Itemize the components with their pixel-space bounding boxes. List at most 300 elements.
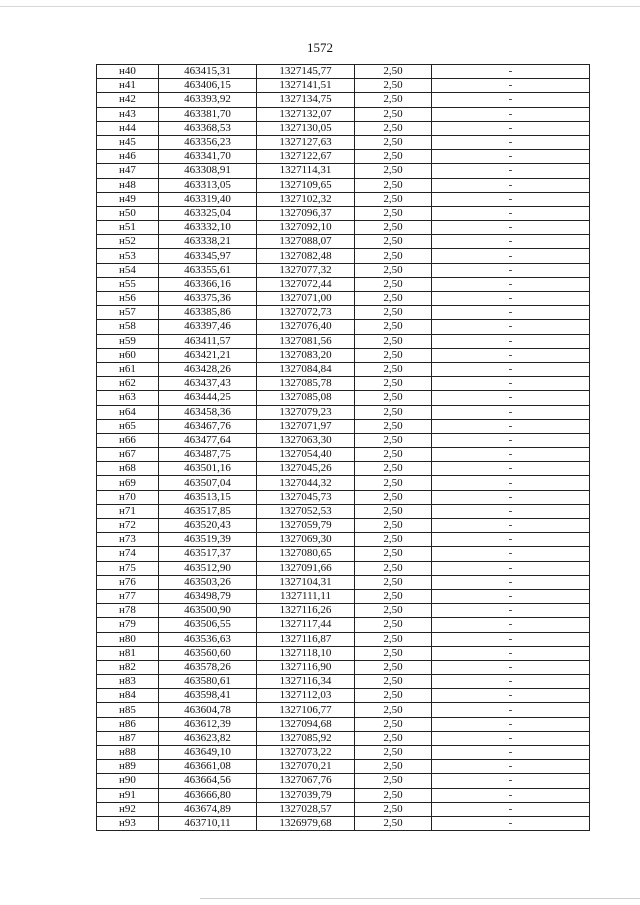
- value-cell: 2,50: [355, 419, 432, 433]
- point-cell: н78: [97, 604, 159, 618]
- table-row: [97, 561, 590, 575]
- point-cell: н57: [97, 306, 159, 320]
- table-row: [97, 405, 590, 419]
- y-coordinate-cell: 1327081,56: [257, 334, 355, 348]
- value-cell: 2,50: [355, 263, 432, 277]
- x-coordinate-cell: 463428,26: [159, 362, 257, 376]
- x-coordinate-cell: 463415,31: [159, 65, 257, 79]
- point-cell: н52: [97, 235, 159, 249]
- value-cell: 2,50: [355, 547, 432, 561]
- y-coordinate-cell: 1327072,44: [257, 277, 355, 291]
- note-cell: -: [432, 362, 590, 376]
- y-coordinate-cell: 1326979,68: [257, 816, 355, 830]
- x-coordinate-cell: 463375,36: [159, 292, 257, 306]
- y-coordinate-cell: 1327063,30: [257, 433, 355, 447]
- y-coordinate-cell: 1327085,78: [257, 377, 355, 391]
- y-coordinate-cell: 1327117,44: [257, 618, 355, 632]
- table-row: [97, 391, 590, 405]
- y-coordinate-cell: 1327084,84: [257, 362, 355, 376]
- note-cell: -: [432, 448, 590, 462]
- x-coordinate-cell: 463332,10: [159, 221, 257, 235]
- table-row: [97, 206, 590, 220]
- note-cell: -: [432, 206, 590, 220]
- note-cell: -: [432, 221, 590, 235]
- value-cell: 2,50: [355, 348, 432, 362]
- point-cell: н44: [97, 121, 159, 135]
- note-cell: -: [432, 178, 590, 192]
- value-cell: 2,50: [355, 561, 432, 575]
- table-row: [97, 93, 590, 107]
- point-cell: н61: [97, 362, 159, 376]
- note-cell: -: [432, 717, 590, 731]
- point-cell: н62: [97, 377, 159, 391]
- value-cell: 2,50: [355, 476, 432, 490]
- value-cell: 2,50: [355, 533, 432, 547]
- point-cell: н72: [97, 519, 159, 533]
- point-cell: н71: [97, 504, 159, 518]
- point-cell: н64: [97, 405, 159, 419]
- note-cell: -: [432, 802, 590, 816]
- note-cell: -: [432, 689, 590, 703]
- value-cell: 2,50: [355, 618, 432, 632]
- table-row: [97, 263, 590, 277]
- note-cell: -: [432, 476, 590, 490]
- x-coordinate-cell: 463368,53: [159, 121, 257, 135]
- x-coordinate-cell: 463458,36: [159, 405, 257, 419]
- x-coordinate-cell: 463325,04: [159, 206, 257, 220]
- note-cell: -: [432, 490, 590, 504]
- value-cell: 2,50: [355, 135, 432, 149]
- note-cell: -: [432, 235, 590, 249]
- table-row: [97, 462, 590, 476]
- y-coordinate-cell: 1327092,10: [257, 221, 355, 235]
- note-cell: -: [432, 164, 590, 178]
- x-coordinate-cell: 463560,60: [159, 646, 257, 660]
- point-cell: н48: [97, 178, 159, 192]
- note-cell: -: [432, 533, 590, 547]
- value-cell: 2,50: [355, 377, 432, 391]
- y-coordinate-cell: 1327111,11: [257, 589, 355, 603]
- point-cell: н42: [97, 93, 159, 107]
- x-coordinate-cell: 463649,10: [159, 746, 257, 760]
- note-cell: -: [432, 249, 590, 263]
- x-coordinate-cell: 463578,26: [159, 660, 257, 674]
- point-cell: н88: [97, 746, 159, 760]
- table-row: [97, 618, 590, 632]
- point-cell: н53: [97, 249, 159, 263]
- point-cell: н56: [97, 292, 159, 306]
- note-cell: -: [432, 121, 590, 135]
- y-coordinate-cell: 1327044,32: [257, 476, 355, 490]
- x-coordinate-cell: 463661,08: [159, 760, 257, 774]
- table-row: [97, 192, 590, 206]
- x-coordinate-cell: 463506,55: [159, 618, 257, 632]
- value-cell: 2,50: [355, 178, 432, 192]
- y-coordinate-cell: 1327096,37: [257, 206, 355, 220]
- value-cell: 2,50: [355, 646, 432, 660]
- note-cell: -: [432, 589, 590, 603]
- x-coordinate-cell: 463338,21: [159, 235, 257, 249]
- value-cell: 2,50: [355, 277, 432, 291]
- value-cell: 2,50: [355, 802, 432, 816]
- y-coordinate-cell: 1327052,53: [257, 504, 355, 518]
- x-coordinate-cell: 463355,61: [159, 263, 257, 277]
- point-cell: н93: [97, 816, 159, 830]
- table-row: [97, 660, 590, 674]
- y-coordinate-cell: 1327091,66: [257, 561, 355, 575]
- table-row: [97, 490, 590, 504]
- value-cell: 2,50: [355, 632, 432, 646]
- note-cell: -: [432, 462, 590, 476]
- table-row: [97, 774, 590, 788]
- y-coordinate-cell: 1327045,26: [257, 462, 355, 476]
- value-cell: 2,50: [355, 306, 432, 320]
- point-cell: н68: [97, 462, 159, 476]
- point-cell: н40: [97, 65, 159, 79]
- note-cell: -: [432, 561, 590, 575]
- value-cell: 2,50: [355, 703, 432, 717]
- y-coordinate-cell: 1327079,23: [257, 405, 355, 419]
- value-cell: 2,50: [355, 504, 432, 518]
- table-row: [97, 717, 590, 731]
- point-cell: н45: [97, 135, 159, 149]
- x-coordinate-cell: 463356,23: [159, 135, 257, 149]
- table-row: [97, 348, 590, 362]
- y-coordinate-cell: 1327071,00: [257, 292, 355, 306]
- table-row: [97, 703, 590, 717]
- note-cell: -: [432, 632, 590, 646]
- x-coordinate-cell: 463437,43: [159, 377, 257, 391]
- point-cell: н67: [97, 448, 159, 462]
- note-cell: -: [432, 788, 590, 802]
- y-coordinate-cell: 1327132,07: [257, 107, 355, 121]
- x-coordinate-cell: 463366,16: [159, 277, 257, 291]
- y-coordinate-cell: 1327082,48: [257, 249, 355, 263]
- x-coordinate-cell: 463517,85: [159, 504, 257, 518]
- table-row: [97, 589, 590, 603]
- value-cell: 2,50: [355, 604, 432, 618]
- x-coordinate-cell: 463604,78: [159, 703, 257, 717]
- table-row: [97, 277, 590, 291]
- value-cell: 2,50: [355, 689, 432, 703]
- table-row: [97, 689, 590, 703]
- note-cell: -: [432, 348, 590, 362]
- value-cell: 2,50: [355, 575, 432, 589]
- point-cell: н50: [97, 206, 159, 220]
- page-number: 1572: [307, 40, 333, 55]
- point-cell: н43: [97, 107, 159, 121]
- value-cell: 2,50: [355, 164, 432, 178]
- note-cell: -: [432, 618, 590, 632]
- note-cell: -: [432, 433, 590, 447]
- note-cell: -: [432, 150, 590, 164]
- y-coordinate-cell: 1327070,21: [257, 760, 355, 774]
- point-cell: н60: [97, 348, 159, 362]
- x-coordinate-cell: 463500,90: [159, 604, 257, 618]
- table-row: [97, 604, 590, 618]
- y-coordinate-cell: 1327134,75: [257, 93, 355, 107]
- y-coordinate-cell: 1327077,32: [257, 263, 355, 277]
- table-row: [97, 788, 590, 802]
- value-cell: 2,50: [355, 235, 432, 249]
- table-row: [97, 178, 590, 192]
- table-row: [97, 731, 590, 745]
- value-cell: 2,50: [355, 79, 432, 93]
- point-cell: н76: [97, 575, 159, 589]
- value-cell: 2,50: [355, 589, 432, 603]
- y-coordinate-cell: 1327114,31: [257, 164, 355, 178]
- table-row: [97, 362, 590, 376]
- x-coordinate-cell: 463536,63: [159, 632, 257, 646]
- x-coordinate-cell: 463345,97: [159, 249, 257, 263]
- x-coordinate-cell: 463498,79: [159, 589, 257, 603]
- x-coordinate-cell: 463397,46: [159, 320, 257, 334]
- table-row: [97, 221, 590, 235]
- point-cell: н69: [97, 476, 159, 490]
- note-cell: -: [432, 107, 590, 121]
- value-cell: 2,50: [355, 93, 432, 107]
- note-cell: -: [432, 263, 590, 277]
- table-row: [97, 646, 590, 660]
- x-coordinate-cell: 463598,41: [159, 689, 257, 703]
- x-coordinate-cell: 463313,05: [159, 178, 257, 192]
- value-cell: 2,50: [355, 391, 432, 405]
- table-row: [97, 419, 590, 433]
- value-cell: 2,50: [355, 816, 432, 830]
- x-coordinate-cell: 463666,80: [159, 788, 257, 802]
- x-coordinate-cell: 463517,37: [159, 547, 257, 561]
- value-cell: 2,50: [355, 788, 432, 802]
- table-row: [97, 802, 590, 816]
- table-row: [97, 816, 590, 830]
- value-cell: 2,50: [355, 760, 432, 774]
- note-cell: -: [432, 604, 590, 618]
- point-cell: н55: [97, 277, 159, 291]
- table-row: [97, 65, 590, 79]
- table-row: [97, 320, 590, 334]
- value-cell: 2,50: [355, 362, 432, 376]
- note-cell: -: [432, 660, 590, 674]
- y-coordinate-cell: 1327116,90: [257, 660, 355, 674]
- y-coordinate-cell: 1327116,26: [257, 604, 355, 618]
- y-coordinate-cell: 1327094,68: [257, 717, 355, 731]
- note-cell: -: [432, 377, 590, 391]
- point-cell: н46: [97, 150, 159, 164]
- point-cell: н87: [97, 731, 159, 745]
- value-cell: 2,50: [355, 65, 432, 79]
- y-coordinate-cell: 1327109,65: [257, 178, 355, 192]
- note-cell: -: [432, 746, 590, 760]
- point-cell: н92: [97, 802, 159, 816]
- x-coordinate-cell: 463674,89: [159, 802, 257, 816]
- x-coordinate-cell: 463664,56: [159, 774, 257, 788]
- point-cell: н74: [97, 547, 159, 561]
- y-coordinate-cell: 1327102,32: [257, 192, 355, 206]
- note-cell: -: [432, 703, 590, 717]
- note-cell: -: [432, 192, 590, 206]
- note-cell: -: [432, 504, 590, 518]
- x-coordinate-cell: 463444,25: [159, 391, 257, 405]
- value-cell: 2,50: [355, 746, 432, 760]
- value-cell: 2,50: [355, 334, 432, 348]
- table-row: [97, 504, 590, 518]
- point-cell: н70: [97, 490, 159, 504]
- x-coordinate-cell: 463501,16: [159, 462, 257, 476]
- y-coordinate-cell: 1327130,05: [257, 121, 355, 135]
- value-cell: 2,50: [355, 731, 432, 745]
- y-coordinate-cell: 1327028,57: [257, 802, 355, 816]
- x-coordinate-cell: 463710,11: [159, 816, 257, 830]
- y-coordinate-cell: 1327071,97: [257, 419, 355, 433]
- y-coordinate-cell: 1327073,22: [257, 746, 355, 760]
- point-cell: н77: [97, 589, 159, 603]
- x-coordinate-cell: 463580,61: [159, 675, 257, 689]
- point-cell: н84: [97, 689, 159, 703]
- x-coordinate-cell: 463477,64: [159, 433, 257, 447]
- table-row: [97, 760, 590, 774]
- table-row: [97, 746, 590, 760]
- note-cell: -: [432, 320, 590, 334]
- table-row: [97, 135, 590, 149]
- value-cell: 2,50: [355, 675, 432, 689]
- x-coordinate-cell: 463385,86: [159, 306, 257, 320]
- x-coordinate-cell: 463421,21: [159, 348, 257, 362]
- x-coordinate-cell: 463519,39: [159, 533, 257, 547]
- point-cell: н83: [97, 675, 159, 689]
- table-row: [97, 476, 590, 490]
- y-coordinate-cell: 1327085,08: [257, 391, 355, 405]
- value-cell: 2,50: [355, 433, 432, 447]
- table-row: [97, 448, 590, 462]
- y-coordinate-cell: 1327122,67: [257, 150, 355, 164]
- point-cell: н85: [97, 703, 159, 717]
- table-row: [97, 79, 590, 93]
- y-coordinate-cell: 1327039,79: [257, 788, 355, 802]
- value-cell: 2,50: [355, 462, 432, 476]
- table-row: [97, 519, 590, 533]
- y-coordinate-cell: 1327076,40: [257, 320, 355, 334]
- point-cell: н86: [97, 717, 159, 731]
- value-cell: 2,50: [355, 192, 432, 206]
- x-coordinate-cell: 463520,43: [159, 519, 257, 533]
- bottom-divider: [200, 898, 640, 899]
- note-cell: -: [432, 547, 590, 561]
- point-cell: н73: [97, 533, 159, 547]
- note-cell: -: [432, 774, 590, 788]
- top-divider: [0, 6, 640, 7]
- value-cell: 2,50: [355, 519, 432, 533]
- y-coordinate-cell: 1327141,51: [257, 79, 355, 93]
- point-cell: н41: [97, 79, 159, 93]
- note-cell: -: [432, 519, 590, 533]
- y-coordinate-cell: 1327072,73: [257, 306, 355, 320]
- point-cell: н82: [97, 660, 159, 674]
- value-cell: 2,50: [355, 490, 432, 504]
- note-cell: -: [432, 135, 590, 149]
- point-cell: н66: [97, 433, 159, 447]
- value-cell: 2,50: [355, 121, 432, 135]
- note-cell: -: [432, 65, 590, 79]
- x-coordinate-cell: 463512,90: [159, 561, 257, 575]
- point-cell: н51: [97, 221, 159, 235]
- y-coordinate-cell: 1327112,03: [257, 689, 355, 703]
- table-row: [97, 249, 590, 263]
- table-row: [97, 675, 590, 689]
- point-cell: н59: [97, 334, 159, 348]
- point-cell: н81: [97, 646, 159, 660]
- table-row: [97, 107, 590, 121]
- value-cell: 2,50: [355, 320, 432, 334]
- note-cell: -: [432, 675, 590, 689]
- x-coordinate-cell: 463406,15: [159, 79, 257, 93]
- note-cell: -: [432, 575, 590, 589]
- value-cell: 2,50: [355, 660, 432, 674]
- x-coordinate-cell: 463487,75: [159, 448, 257, 462]
- y-coordinate-cell: 1327085,92: [257, 731, 355, 745]
- coordinates-table: [96, 64, 590, 831]
- value-cell: 2,50: [355, 448, 432, 462]
- table-row: [97, 433, 590, 447]
- table-row: [97, 150, 590, 164]
- x-coordinate-cell: 463612,39: [159, 717, 257, 731]
- y-coordinate-cell: 1327067,76: [257, 774, 355, 788]
- y-coordinate-cell: 1327145,77: [257, 65, 355, 79]
- point-cell: н90: [97, 774, 159, 788]
- table-row: [97, 164, 590, 178]
- y-coordinate-cell: 1327069,30: [257, 533, 355, 547]
- note-cell: -: [432, 79, 590, 93]
- table-row: [97, 292, 590, 306]
- y-coordinate-cell: 1327127,63: [257, 135, 355, 149]
- point-cell: н49: [97, 192, 159, 206]
- x-coordinate-cell: 463507,04: [159, 476, 257, 490]
- table-row: [97, 533, 590, 547]
- note-cell: -: [432, 419, 590, 433]
- x-coordinate-cell: 463623,82: [159, 731, 257, 745]
- y-coordinate-cell: 1327054,40: [257, 448, 355, 462]
- value-cell: 2,50: [355, 774, 432, 788]
- x-coordinate-cell: 463308,91: [159, 164, 257, 178]
- table-row: [97, 235, 590, 249]
- value-cell: 2,50: [355, 292, 432, 306]
- y-coordinate-cell: 1327045,73: [257, 490, 355, 504]
- point-cell: н58: [97, 320, 159, 334]
- coordinates-table-body: [97, 65, 590, 831]
- y-coordinate-cell: 1327083,20: [257, 348, 355, 362]
- x-coordinate-cell: 463467,76: [159, 419, 257, 433]
- point-cell: н80: [97, 632, 159, 646]
- note-cell: -: [432, 93, 590, 107]
- y-coordinate-cell: 1327104,31: [257, 575, 355, 589]
- table-row: [97, 121, 590, 135]
- point-cell: н79: [97, 618, 159, 632]
- value-cell: 2,50: [355, 206, 432, 220]
- value-cell: 2,50: [355, 249, 432, 263]
- value-cell: 2,50: [355, 221, 432, 235]
- point-cell: н54: [97, 263, 159, 277]
- table-row: [97, 547, 590, 561]
- note-cell: -: [432, 646, 590, 660]
- y-coordinate-cell: 1327088,07: [257, 235, 355, 249]
- note-cell: -: [432, 731, 590, 745]
- y-coordinate-cell: 1327059,79: [257, 519, 355, 533]
- value-cell: 2,50: [355, 717, 432, 731]
- note-cell: -: [432, 292, 590, 306]
- x-coordinate-cell: 463393,92: [159, 93, 257, 107]
- x-coordinate-cell: 463319,40: [159, 192, 257, 206]
- table-row: [97, 334, 590, 348]
- y-coordinate-cell: 1327116,87: [257, 632, 355, 646]
